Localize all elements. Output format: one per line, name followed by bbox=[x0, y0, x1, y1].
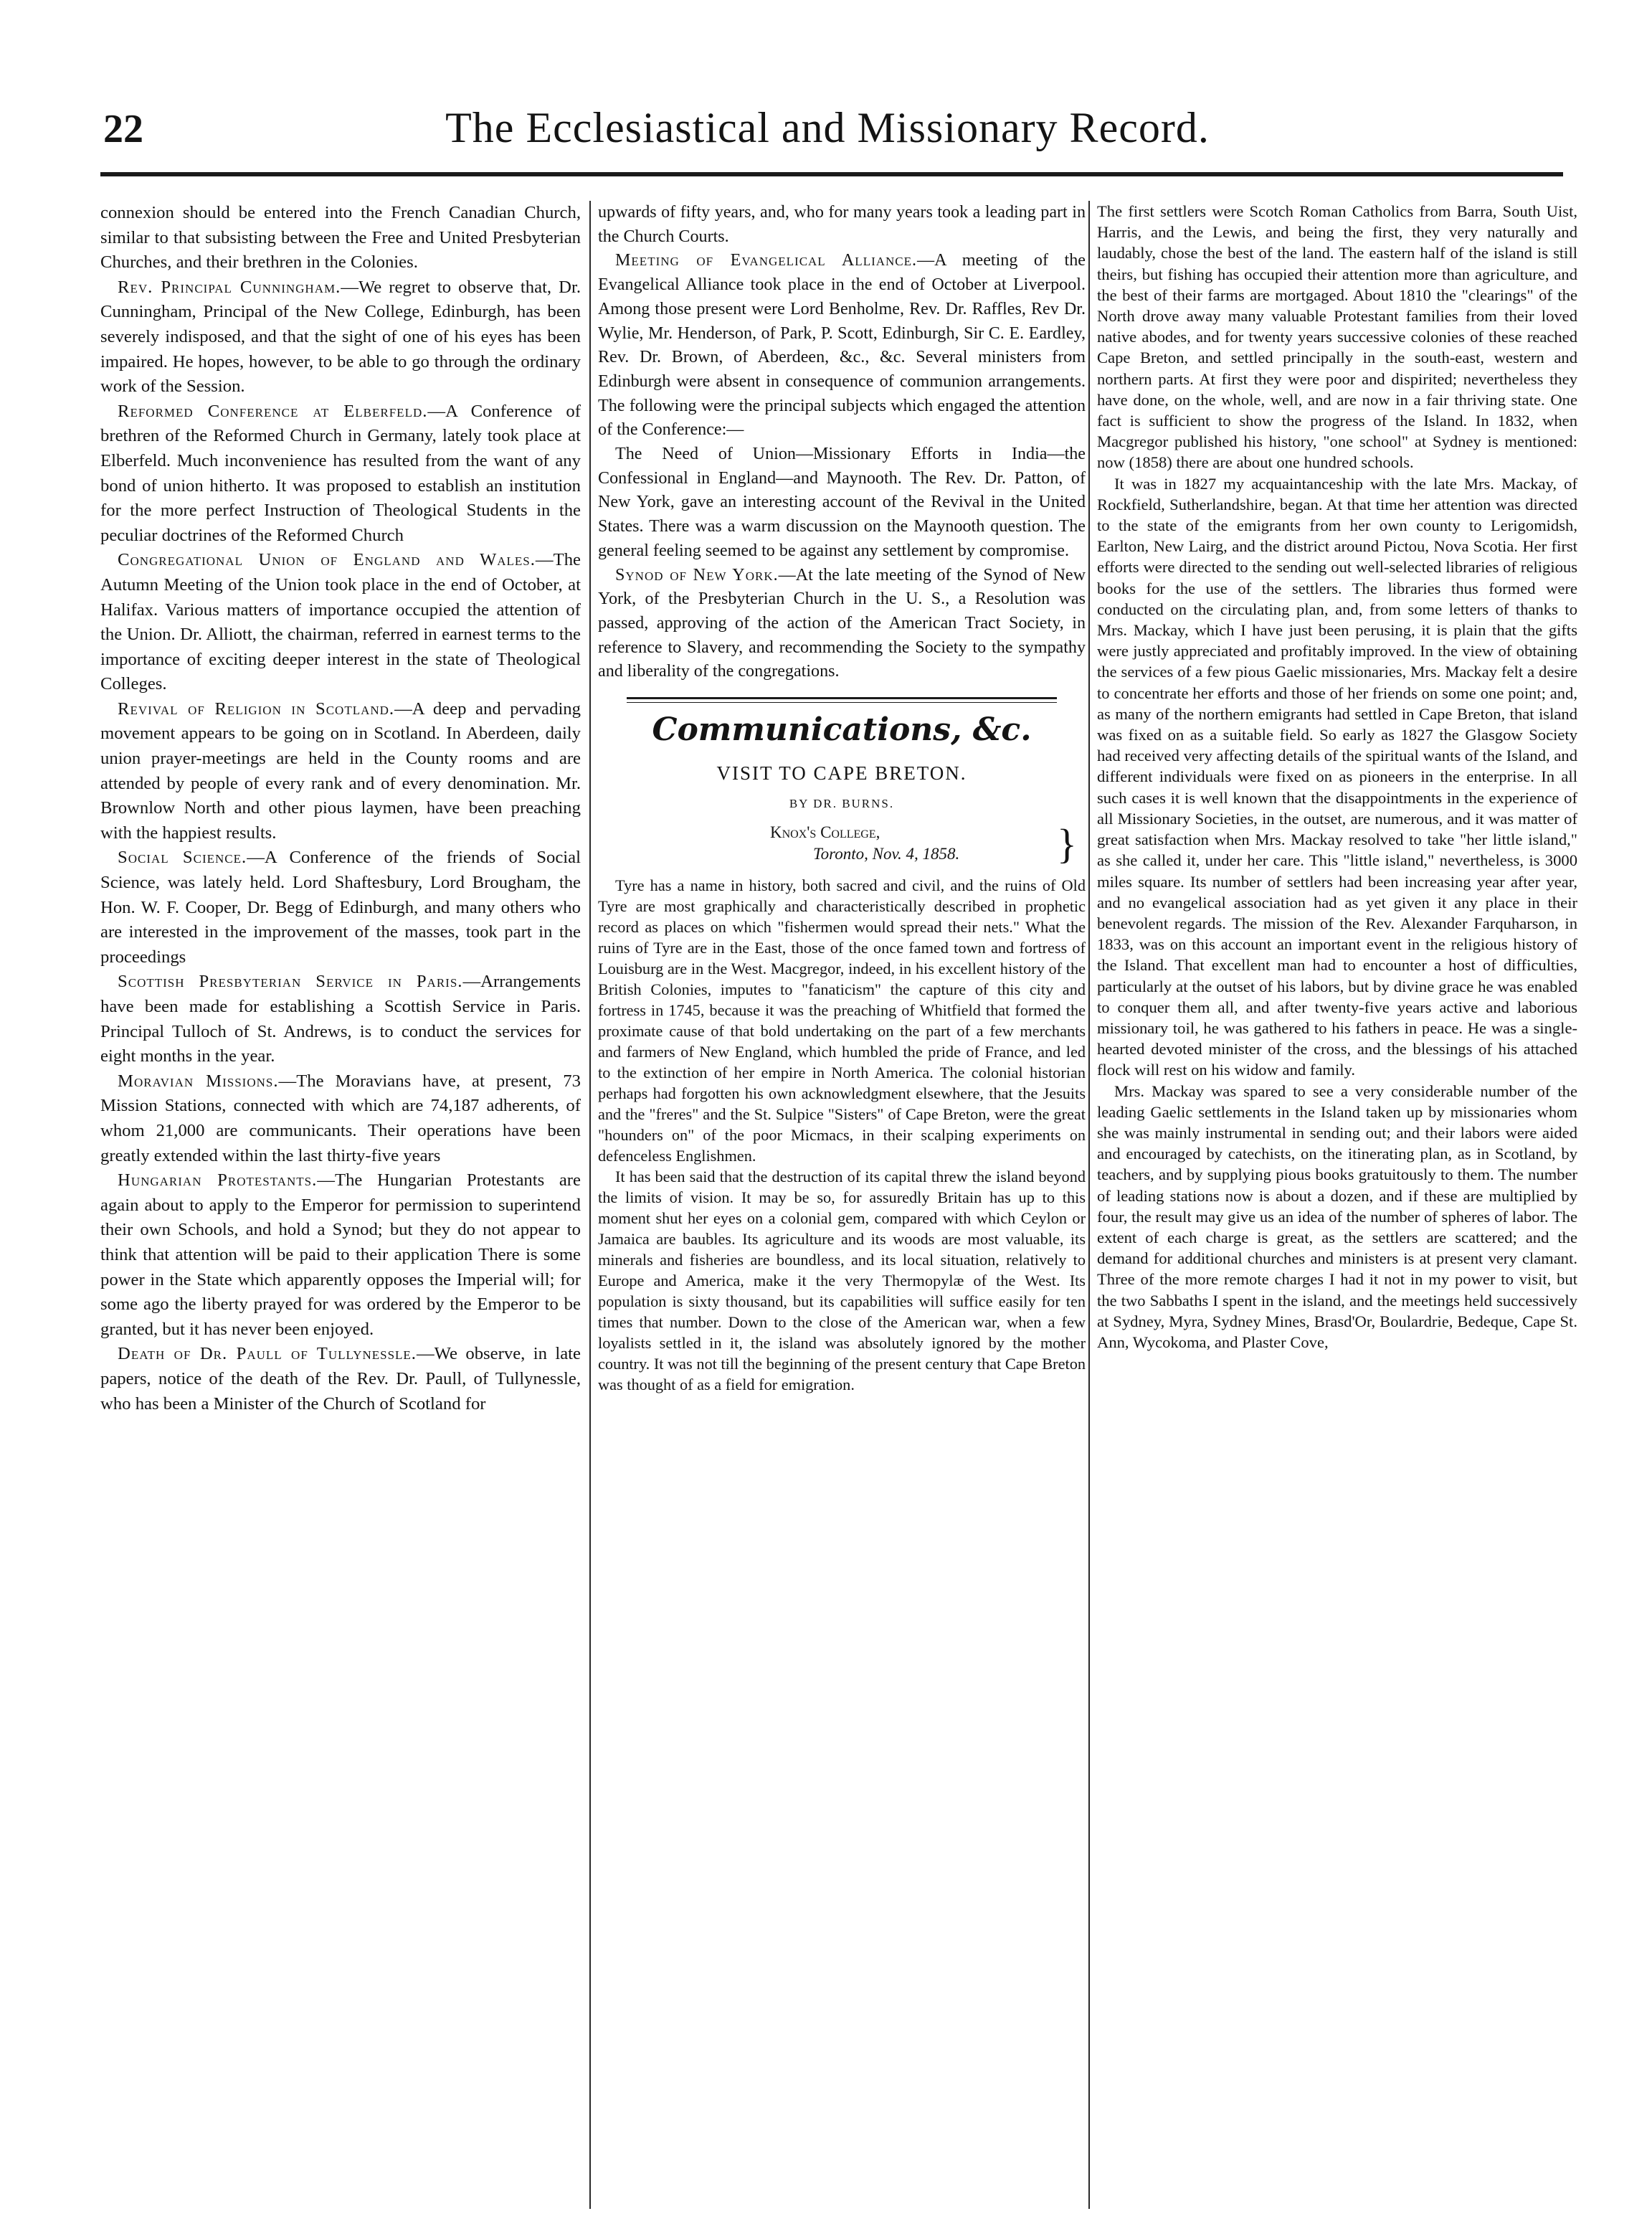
paragraph bbox=[100, 846, 581, 970]
paragraph-text: upwards of fifty years, and, who for many years took a leading part in the Church Courts. bbox=[598, 203, 1086, 246]
item-heading: Hungarian Protestants. bbox=[118, 1170, 318, 1190]
paragraph bbox=[598, 564, 1086, 685]
paragraph bbox=[100, 399, 581, 549]
paragraph-text: —At the late meeting of the Synod of New York, of the Presbyterian Church in the U. S., a Resolution was passed, approving of the action of the American Tract Society, in reference to Slavery, and recommending the Society to the sympathy and liberality of the congregations. bbox=[598, 565, 1086, 681]
item-heading: Scottish Presbyterian Service in Paris. bbox=[118, 972, 463, 992]
section-heading: Communications, &c. bbox=[652, 711, 1032, 749]
paragraph-text: —A Conference of the friends of Social Science, was lately held. Lord Shaftesbury, Lord Brougham, the Hon. W. F. Cooper, Dr. Begg of Edinburgh, and many others who are interested in the improvement of the masses, took part in the proceedings bbox=[100, 848, 581, 967]
paragraph bbox=[100, 1342, 581, 1416]
article-dateline bbox=[598, 820, 1086, 868]
paragraph bbox=[598, 1166, 1086, 1395]
paragraph-text: The first settlers were Scotch Roman Catholics from Barra, South Uist, Harris, and the Lewis, and being the first, they very naturally and laudably, chose the best of the land. The eastern half of the island is still theirs, but fishing has occupied their attention more than agriculture, and the best of their farms are mortgaged. About 1810 the "clearings" of the North drove away many valuable Protestant families from their loved native abodes, and for twenty years successive colonies of these reached Cape Breton, and settled principally in the south-east, western and northern parts. At first they were poor and dispirited; nevertheless they have done, on the whole, well, and are now in a fair thriving state. One fact is sufficient to show the progress of the Island. In 1832, when Macgregor published his history, "one school" at Sydney is mentioned: now (1858) there are about one hundred schools. bbox=[1097, 202, 1577, 472]
column-divider-right bbox=[1088, 201, 1090, 2209]
item-heading: Social Science. bbox=[118, 848, 247, 868]
dateline-date: Toronto, Nov. 4, 1858. bbox=[813, 845, 960, 863]
paragraph-text: —A Conference of brethren of the Reformed Church in Germany, lately took place at Elberfeld. Much inconvenience has resulted from the want of any bond of union hitherto. It was proposed to establish an institution for the more perfect Instruction of Theological Students in the peculiar doctrines of the Reformed Church bbox=[100, 401, 581, 545]
paragraph-text: It was in 1827 my acquaintanceship with the late Mrs. Mackay, of Rockfield, Sutherlandshire, began. At that time her attention was directed to the state of the emigrants from her own county to Lerigomidsh, Earlton, New Lairg, and the district around Pictou, Nova Scotia. Her first efforts were directed to the sending out well-selected libraries of religious books for the use of the settlers. The libraries thus formed were conducted on the circulating plan, and, from some letters of thanks to Mrs. Mackay, which I have just been perusing, it is plain that the gifts were justly appreciated and profitably improved. In the view of obtaining the services of a few pious Gaelic missionaries, Mrs. Mackay felt a desire to concentrate her efforts and those of her friends on some one point; and, as many of the northern emigrants had settled in Cape Breton, that island was fixed on as a suitable field. So early as 1827 the Glasgow Society had received very affecting details of the spiritual wants of the Island, and different individuals were fixed on as pioneers in the enterprise. In all such cases it is well known that the disappointments in the experience of all Missionary Societies, in the outset, are numerous, and it was matter of great satisfaction when Mrs. Mackay resolved to take "her little island," as she called it, under her care. This "little island," nevertheless, is 3000 miles square. Its number of settlers had been increasing year after year, and no evangelical association had as yet given it any place in their benevolent regards. The mission of the Rev. Alexander Farquharson, in 1833, was on this account an important event in the religious history of the Island. That excellent man had to encounter a host of difficulties, particularly at the outset of his labors, but by divine grace he was enabled to conquer them all, and after twenty-five years active and laborious missionary toil, he was gathered to his fathers in peace. He was a single-hearted devoted minister of the cross, and the blessings of his attached flock will rest on his widow and family. bbox=[1097, 474, 1577, 1079]
header-rule bbox=[100, 172, 1563, 176]
paragraph bbox=[100, 275, 581, 399]
paragraph-text: —The Hungarian Protestants are again about to apply to the Emperor for permission to superintend their own Schools, and hold a Synod; but they do not appear to think that attention will be paid to their application There is some power in the State which apparently opposes the Imperial will; for some ago the liberty prayed for was ordered by the Emperor to be granted, but it has never been enjoyed. bbox=[100, 1170, 581, 1339]
page-number: 22 bbox=[103, 107, 143, 151]
column-divider-left bbox=[589, 201, 591, 2209]
article-body bbox=[598, 875, 1086, 1395]
paragraph bbox=[598, 201, 1086, 249]
item-heading: Rev. Principal Cunningham. bbox=[118, 277, 341, 297]
section-rule bbox=[627, 697, 1057, 703]
paragraph bbox=[598, 875, 1086, 1166]
paragraph-text: —Arrangements have been made for establishing a Scottish Service in Paris. Principal Tulloch of St. Andrews, is to conduct the services for eight months in the year. bbox=[100, 972, 581, 1066]
paragraph bbox=[1097, 201, 1577, 473]
article-title: VISIT TO CAPE BRETON. bbox=[716, 762, 967, 785]
paragraph-text: Mrs. Mackay was spared to see a very considerable number of the leading Gaelic settlements in the Island taken up by missionaries whom she was mainly instrumental in sending out; and their labors were aided and encouraged by catechists, on the itinerating plan, as in Scotland, by teachers, and by supplying pious books gratuitously to them. The number of leading stations now is about a dozen, and if these are multiplied by four, the result may give us an idea of the number of spheres of labor. The extent of each charge is great, as the settlers are scattered; and the demand for additional churches and ministers is at present very clamant. Three of the more remote charges I had it not in my power to visit, but the two Sabbaths I spent in the island, and the meetings held successively at Sydney, Myra, Sydney Mines, Brasd'Or, Boulardrie, Bedeque, Cape St. Ann, Wycokoma, and Plaster Cove, bbox=[1097, 1081, 1577, 1351]
paragraph bbox=[598, 249, 1086, 442]
paragraph bbox=[100, 697, 581, 846]
column-middle bbox=[598, 201, 1086, 2202]
paragraph-text: It has been said that the destruction of its capital threw the island beyond the limits of vision. It may be so, for assuredly Britain has up to this moment shut her eyes on a colonial gem, compared with which Ceylon or Jamaica are baubles. Its agriculture and its woods are most valuable, its minerals and fisheries are boundless, and its local situation, relatively to Europe and America, make it the very Thermopylæ of the West. Its population is sixty thousand, but its capabilities will suffice easily for ten times that number. Down to the close of the American war, when a few loyalists settled in it, the island was absolutely ignored by the mother country. It was not till the beginning of the present century that Cape Breton was thought of as a field for emigration. bbox=[598, 1168, 1086, 1394]
item-heading: Revival of Religion in Scotland. bbox=[118, 699, 395, 719]
paragraph-text: —We regret to observe that, Dr. Cunningham, Principal of the New College, Edinburgh, has been severely indisposed, and that the sight of one of his eyes has been impaired. He hopes, however, to be able to go through the ordinary work of the Session. bbox=[100, 277, 581, 397]
column-right bbox=[1097, 201, 1577, 2202]
dateline-place: Knox's College, bbox=[770, 823, 880, 842]
paragraph-text: connexion should be entered into the French Canadian Church, similar to that subsisting between the Free and United Presbyterian Churches, and their brethren in the Colonies. bbox=[100, 203, 581, 273]
article-byline: BY DR. BURNS. bbox=[789, 797, 895, 811]
brace-glyph: } bbox=[1057, 820, 1077, 868]
paragraph bbox=[1097, 473, 1577, 1081]
item-heading: Meeting of Evangelical Alliance. bbox=[615, 251, 918, 270]
paragraph bbox=[100, 1069, 581, 1168]
paragraph-text: —The Moravians have, at present, 73 Mission Stations, connected with which are 74,187 adherents, of whom 21,000 are communicants. Their operations have been greatly extended within the last thirty-five years bbox=[100, 1071, 581, 1165]
item-heading: Synod of New York. bbox=[615, 565, 779, 584]
paragraph-text: —A meeting of the Evangelical Alliance took place in the end of October at Liverpool. Among those present were Lord Benholme, Rev. Dr. Raffles, Rev Dr. Wylie, Mr. Henderson, of Park, P. Scott, Edinburgh, Sir C. E. Eardley, Rev. Dr. Brown, of Aberdeen, &c., &c. Several ministers from Edinburgh were absent in consequence of communion arrangements. The following were the principal subjects which engaged the attention of the Conference:— bbox=[598, 251, 1086, 440]
paragraph bbox=[100, 201, 581, 275]
journal-title: The Ecclesiastical and Missionary Record. bbox=[445, 104, 1210, 151]
paragraph-text: —A deep and pervading movement appears to be going on in Scotland. In Aberdeen, daily union prayer-meetings are held in the County rooms and are attended by people of every rank and of every denomination. Mr. Brownlow North and other pious laymen, have been preaching with the happiest results. bbox=[100, 699, 581, 843]
paragraph-text: The Need of Union—Missionary Efforts in India—the Confessional in England—and Maynooth. The Rev. Dr. Patton, of New York, gave an interesting account of the Revival in the United States. There was a warm discussion on the Maynooth question. The general feeling seemed to be against any settlement by compromise. bbox=[598, 445, 1086, 560]
item-heading: Death of Dr. Paull of Tullynessle. bbox=[118, 1344, 417, 1364]
item-heading: Moravian Missions. bbox=[118, 1071, 279, 1091]
paragraph-text: —We observe, in late papers, notice of the death of the Rev. Dr. Paull, of Tullynessle, who has been a Minister of the Church of Scotland for bbox=[100, 1344, 581, 1414]
page-header bbox=[89, 100, 1566, 165]
paragraph bbox=[598, 442, 1086, 564]
paragraph bbox=[100, 1168, 581, 1342]
paragraph bbox=[100, 548, 581, 697]
item-heading: Reformed Conference at Elberfeld. bbox=[118, 401, 428, 421]
column-left bbox=[100, 201, 581, 2202]
item-heading: Congregational Union of England and Wales. bbox=[118, 550, 536, 570]
paragraph bbox=[100, 970, 581, 1069]
paragraph-text: Tyre has a name in history, both sacred and civil, and the ruins of Old Tyre are most graphically and characteristically described in prophetic record as places on which "fishermen would spread their nets." What the ruins of Tyre are in the East, those of the once famed town and fortress of Louisburg are in the West. Macgregor, indeed, in his excellent history of the British Colonies, imputes to "fanaticism" the capture of this city and fortress in 1745, because it was the preaching of Whitfield that formed the proximate cause of that bold undertaking on the part of a few merchants and farmers of New England, which humbled the pride of France, and led to the extinction of her empire in North America. The colonial historian perhaps had forgotten his own acknowledgment elsewhere, that the Jesuits and the "freres" and the St. Sulpice "Sisters" of Cape Breton, were the great "hounders on" of the poor Micmacs, in their scalping experiments on defenceless Englishmen. bbox=[598, 876, 1086, 1165]
paragraph-text: —The Autumn Meeting of the Union took place in the end of October, at Halifax. Various matters of importance occupied the attention of the Union. Dr. Alliott, the chairman, referred in earnest terms to the importance of exciting deeper interest in the state of Theological Colleges. bbox=[100, 550, 581, 694]
paragraph bbox=[1097, 1081, 1577, 1353]
